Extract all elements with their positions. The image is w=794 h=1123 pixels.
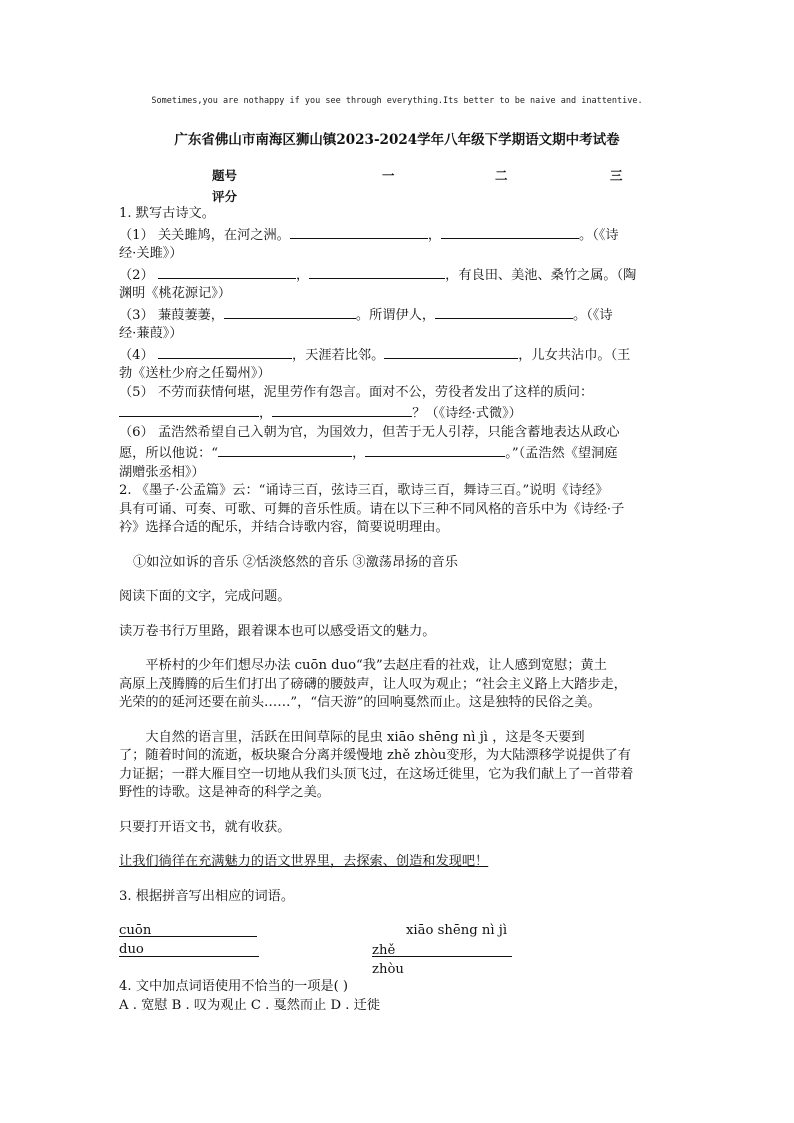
q3-pinyin-row-2	[119, 942, 674, 977]
q1-item-6: （6） 孟浩然希望自己入朝为官，为国效力，但苦于无人引荐，只能含蓄地表达从政心	[119, 424, 620, 440]
column-2: 二	[495, 168, 508, 183]
q2-stem-line-3: 衿》选择合适的配乐，并结合诗歌内容，简要说明理由。	[119, 520, 449, 535]
pinyin-1: cuōn duo	[119, 923, 152, 957]
exam-content	[119, 205, 674, 1015]
score-label: 评分	[212, 189, 238, 204]
reading-closing: 让我们徜徉在充满魅力的语文世界里，去探索、创造和发现吧！	[119, 854, 489, 869]
pinyin-3: zhě zhòu	[372, 943, 404, 977]
reading-para1-line2: 高原上茂腾腾的后生们打出了磅礴的腰鼓声，让人叹为观止；“社会主义路上大踏步走，	[119, 676, 627, 692]
q1-item-2: （2） ， ，有良田、美池、桑竹之属。（陶	[119, 264, 674, 286]
q1-item-4: （4） ，天涯若比邻。 ，儿女共沾巾。（王	[119, 344, 674, 366]
q3-pinyin-row-1	[119, 922, 674, 957]
reading-para1-line3: 光荣的的延河还要在前头……”，“信天游”的回响戛然而止。这是独特的民俗之美。	[119, 695, 601, 710]
q1-item-5-blanks: ， ？（《诗经·式微》）	[119, 402, 674, 424]
answer-blank[interactable]	[372, 942, 512, 957]
answer-blank[interactable]	[224, 304, 356, 319]
answer-blank[interactable]	[365, 442, 505, 457]
q1-item-2-source: 渊明《桃花源记》）	[119, 286, 232, 301]
answer-blank[interactable]	[119, 942, 259, 957]
pinyin-2: xiāo shēng nì jì	[406, 923, 508, 938]
answer-blank[interactable]	[441, 224, 579, 239]
answer-blank[interactable]	[272, 402, 412, 417]
reading-para2-line3: 力证据；一群大雁目空一切地从我们头顶飞过，在这场迁徙里，它为我们献上了一首带着	[119, 766, 634, 782]
q1-item-1: （1） 关关雎鸠，在河之洲。 ， 。（《诗	[119, 224, 674, 246]
reading-instruction: 阅读下面的文字，完成问题。	[119, 589, 291, 604]
q1-item-6-blanks: 愿，所以他说：“ ， 。”（孟浩然《望洞庭	[119, 442, 674, 464]
score-table-header-row	[212, 166, 632, 187]
q4-options: A . 宽慰 B . 叹为观止 C . 戛然而止 D . 迁徙	[119, 997, 381, 1013]
motto-text: Sometimes,you are nothappy if you see through everything.Its better to be naive and inattentive.	[151, 96, 643, 106]
q2-stem-line-1: 2. 《墨子·公孟篇》云：“诵诗三百，弦诗三百，歌诗三百，舞诗三百。”说明《诗经》	[119, 483, 609, 498]
q1-item-3: （3） 蒹葭萋萋， 。所谓伊人， 。（《诗	[119, 304, 674, 326]
reading-outro: 只要打开语文书，就有收获。	[119, 819, 291, 835]
reading-para2-line1: 大自然的语言里，活跃在田间草际的昆虫 xiāo shēng nì jì ，这是冬天要到	[145, 729, 585, 745]
answer-blank[interactable]	[218, 442, 352, 457]
header-label: 题号	[212, 168, 238, 183]
score-table	[212, 166, 632, 208]
q1-stem: 1. 默写古诗文。	[119, 206, 215, 221]
reading-para2-line2: 了；随着时间的流逝，板块聚合分离并缓慢地 zhě zhòu变形，为大陆漂移学说提供了有	[119, 748, 631, 763]
answer-blank[interactable]	[435, 304, 573, 319]
q1-item-4-source: 勃《送杜少府之任蜀州》）	[119, 366, 271, 381]
answer-blank[interactable]	[290, 224, 428, 239]
answer-blank[interactable]	[158, 344, 292, 359]
column-3: 三	[610, 168, 623, 183]
answer-blank[interactable]	[384, 344, 518, 359]
q1-item-3-source: 经·蒹葭》）	[119, 326, 183, 341]
answer-blank[interactable]	[119, 402, 259, 417]
reading-para1-line1: 平桥村的少年们想尽办法 cuōn duo“我”去赵庄看的社戏，让人感到宽慰；黄土	[145, 658, 607, 673]
answer-blank[interactable]	[309, 264, 445, 279]
answer-blank[interactable]	[119, 922, 257, 937]
q1-item-5: （5） 不劳而获情何堪，泥里劳作有怨言。面对不公，劳役者发出了这样的质问：	[119, 384, 594, 400]
page-title: 广东省佛山市南海区狮山镇2023-2024学年八年级下学期语文期中考试卷	[174, 132, 620, 148]
reading-intro: 读万卷书行万里路，跟着课本也可以感受语文的魅力。	[119, 623, 436, 639]
reading-para2-line4: 野性的诗歌。这是神奇的科学之美。	[119, 785, 330, 800]
q3-stem: 3. 根据拼音写出相应的词语。	[119, 888, 295, 904]
answer-blank[interactable]	[158, 264, 296, 279]
q2-stem-line-2: 具有可诵、可奏、可歌、可舞的音乐性质。请在以下三种不同风格的音乐中为《诗经·子	[119, 501, 625, 517]
q4-stem: 4. 文中加点词语使用不恰当的一项是( )	[119, 979, 349, 994]
q1-item-1-source: 经·关雎》）	[119, 246, 183, 261]
column-1: 一	[382, 168, 395, 183]
q2-music-choices: ①如泣如诉的音乐 ②恬淡悠然的音乐 ③激荡昂扬的音乐	[133, 554, 458, 570]
q1-item-6-source: 湖赠张丞相》）	[119, 464, 205, 480]
